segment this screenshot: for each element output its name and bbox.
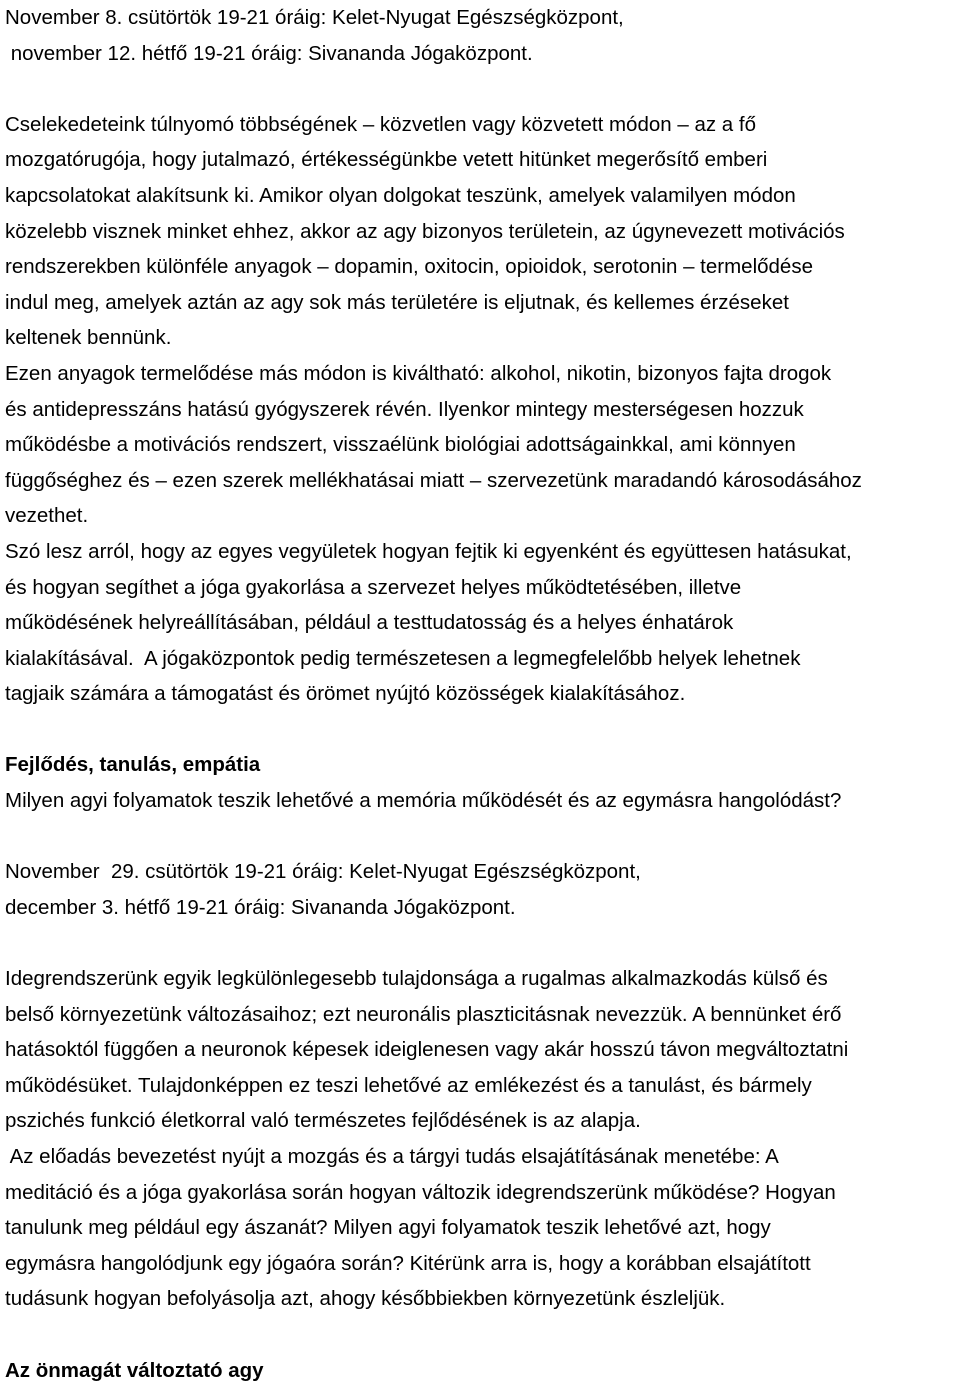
schedule-block-2 — [5, 854, 960, 925]
text-line: meditáció és a jóga gyakorlása során hogyan változik idegrendszerünk működése? Hogyan — [5, 1180, 836, 1204]
text-line: mozgatórugója, hogy jutalmazó, értékességünkbe vetett hitünket megerősítő emberi — [5, 148, 768, 172]
text-line: keltenek bennünk. — [5, 326, 172, 350]
section-subtitle: Milyen agyi folyamatok teszik lehetővé a memória működését és az egymásra hangolódást? — [5, 789, 842, 813]
text-line: Szó lesz arról, hogy az egyes vegyületek hogyan fejtik ki egyenként és együttesen hatásukat, — [5, 539, 852, 563]
text-line: egymásra hangolódjunk egy jógaóra során? Kitérünk arra is, hogy a korábban elsajátított — [5, 1251, 811, 1275]
paragraph-4 — [5, 961, 960, 1139]
text-line: és antidepresszáns hatású gyógyszerek révén. Ilyenkor mintegy mesterségesen hozzuk — [5, 397, 804, 421]
text-line: függőséghez és – ezen szerek mellékhatásai miatt – szervezetünk maradandó károsodásához — [5, 468, 862, 492]
schedule-line: November 8. csütörtök 19-21 óráig: Kelet-Nyugat Egészségközpont, — [5, 6, 624, 29]
spacer — [5, 712, 960, 748]
schedule-line: december 3. hétfő 19-21 óráig: Sivananda Jógaközpont. — [5, 895, 516, 919]
text-line: belső környezetünk változásaihoz; ezt neuronális plaszticitásnak nevezzük. A bennünket érő — [5, 1002, 842, 1026]
text-line: indul meg, amelyek aztán az agy sok más területére is eljutnak, és kellemes érzéseket — [5, 290, 789, 314]
paragraph-2 — [5, 356, 960, 534]
text-line: kialakításával. A jógaközpontok pedig természetesen a legmegfelelőbb helyek lehetnek — [5, 646, 801, 670]
section-heading: Fejlődés, tanulás, empátia — [5, 753, 261, 777]
text-line: Ezen anyagok termelődése más módon is kiváltható: alkohol, nikotin, bizonyos fajta drogok — [5, 361, 832, 385]
text-line: Idegrendszerünk egyik legkülönlegesebb tulajdonsága a rugalmas alkalmazkodás külső és — [5, 967, 828, 991]
spacer — [5, 1317, 960, 1353]
text-line: és hogyan segíthet a jóga gyakorlása a szervezet helyes működtetésében, illetve — [5, 575, 742, 599]
text-line: pszichés funkció életkorral való természetes fejlődésének is az alapja. — [5, 1109, 641, 1133]
text-line: működésének helyreállításában, például a testtudatosság és a helyes énhatárok — [5, 611, 734, 635]
paragraph-3 — [5, 534, 960, 712]
text-line: vezethet. — [5, 504, 89, 528]
text-line: Cselekedeteink túlnyomó többségének – közvetlen vagy közvetett módon – az a fő — [5, 112, 756, 136]
paragraph-5 — [5, 1139, 960, 1317]
spacer — [5, 71, 960, 107]
spacer — [5, 819, 960, 855]
document-page — [5, 0, 960, 1388]
schedule-block-1 — [5, 0, 960, 71]
spacer — [5, 925, 960, 961]
text-line: Az előadás bevezetést nyújt a mozgás és a tárgyi tudás elsajátításának menetébe: A — [5, 1145, 779, 1168]
text-line: tanulunk meg például egy ászanát? Milyen agyi folyamatok teszik lehetővé azt, hogy — [5, 1216, 771, 1240]
text-line: működésüket. Tulajdonképpen ez teszi lehetővé az emlékezést és a tanulást, és bármely — [5, 1073, 812, 1097]
text-line: tudásunk hogyan befolyásolja azt, ahogy későbbiekben környezetünk észleljük. — [5, 1287, 726, 1311]
paragraph-1 — [5, 107, 960, 356]
text-line: kapcsolatokat alakítsunk ki. Amikor olyan dolgokat teszünk, amelyek valamilyen módon — [5, 183, 796, 207]
text-line: tagjaik számára a támogatást és örömet nyújtó közösségek kialakításához. — [5, 682, 686, 706]
schedule-line: november 12. hétfő 19-21 óráig: Sivananda Jógaközpont. — [5, 41, 533, 65]
text-line: működésbe a motivációs rendszert, visszaélünk biológiai adottságainkkal, ami könnyen — [5, 433, 796, 457]
text-line: közelebb visznek minket ehhez, akkor az agy bizonyos területein, az úgynevezett motivációs — [5, 219, 845, 243]
text-line: hatásoktól függően a neuronok képesek ideiglenesen vagy akár hosszú távon megváltoztatni — [5, 1038, 849, 1062]
schedule-line: November 29. csütörtök 19-21 óráig: Kelet-Nyugat Egészségközpont, — [5, 860, 641, 884]
section-heading: Az önmagát változtató agy — [5, 1358, 264, 1382]
text-line: rendszerekben különféle anyagok – dopamin, oxitocin, opioidok, serotonin – termelődése — [5, 255, 813, 279]
